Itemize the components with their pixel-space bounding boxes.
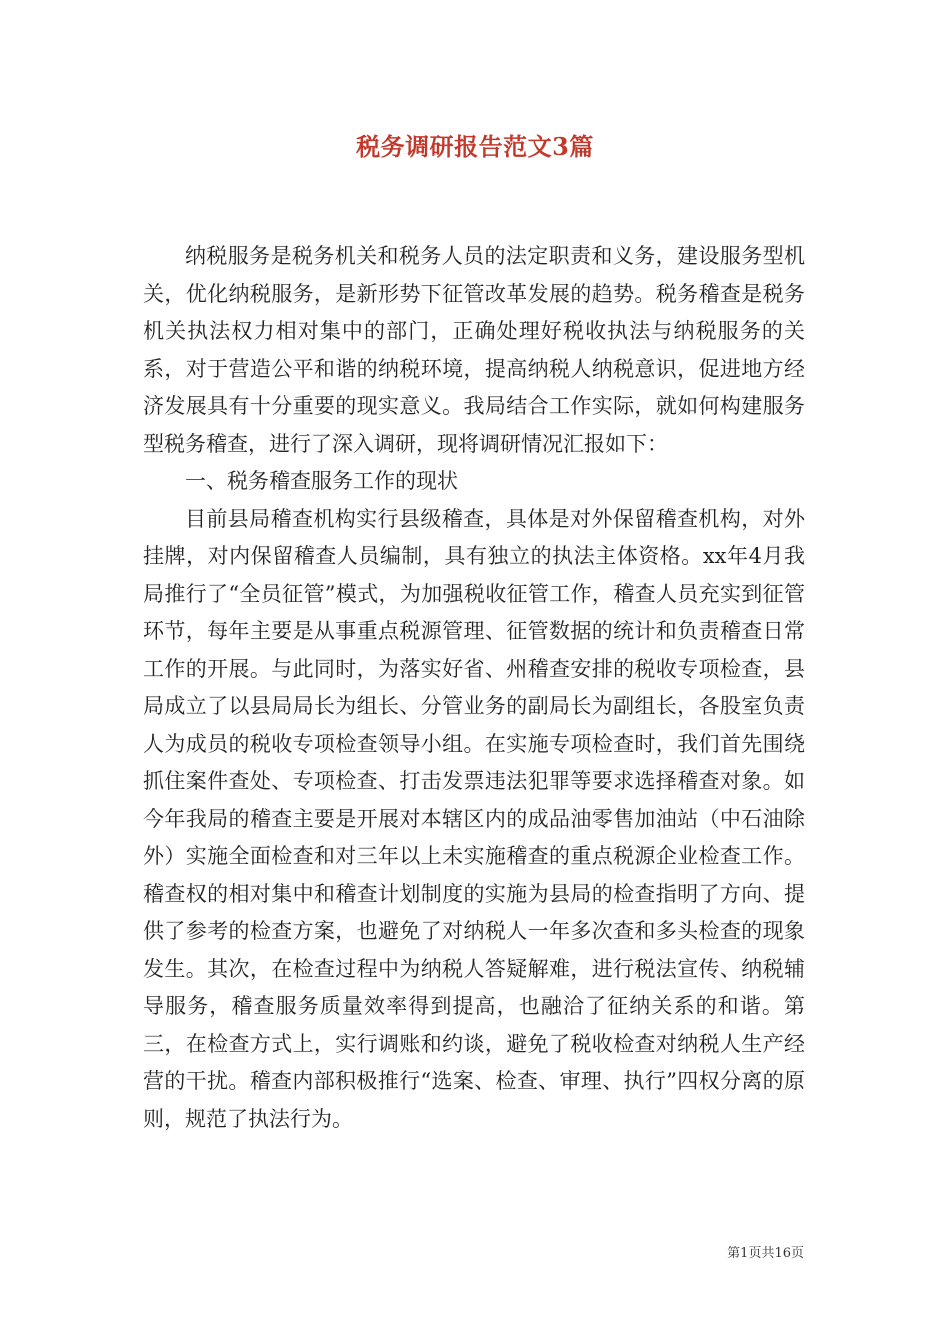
intro-paragraph: 纳税服务是税务机关和税务人员的法定职责和义务，建设服务型机关，优化纳税服务，是新形势下征管改革发展的趋势。税务稽查是税务机关执法权力相对集中的部门，正确处理好税收执法与纳税服务的关系，对于营造公平和谐的纳税环境，提高纳税人纳税意识，促进地方经济发展具有十分重要的现实意义。我局结合工作实际，就如何构建服务型税务稽查，进行了深入调研，现将调研情况汇报如下： xyxy=(143,244,805,456)
section-heading: 一、税务稽查服务工作的现状 xyxy=(185,469,458,493)
page-number: 第1页共16页 xyxy=(727,1246,804,1261)
document-title: 税务调研报告范文3篇 xyxy=(356,132,594,161)
document-body xyxy=(143,238,805,1138)
body-paragraph: 目前县局稽查机构实行县级稽查，具体是对外保留稽查机构，对外挂牌，对内保留稽查人员编制，具有独立的执法主体资格。xx年4月我局推行了“全员征管”模式，为加强税收征管工作，稽查人员充实到征管环节，每年主要是从事重点税源管理、征管数据的统计和负责稽查日常工作的开展。与此同时，为落实好省、州稽查安排的税收专项检查，县局成立了以县局局长为组长、分管业务的副局长为副组长，各股室负责人为成员的税收专项检查领导小组。在实施专项检查时，我们首先围绕抓住案件查处、专项检查、打击发票违法犯罪等要求选择稽查对象。如今年我局的稽查主要是开展对本辖区内的成品油零售加油站（中石油除外）实施全面检查和对三年以上未实施稽查的重点税源企业检查工作。稽查权的相对集中和稽查计划制度的实施为县局的检查指明了方向、提供了参考的检查方案，也避免了对纳税人一年多次查和多头检查的现象发生。其次，在检查过程中为纳税人答疑解难，进行税法宣传、纳税辅导服务，稽查服务质量效率得到提高，也融洽了征纳关系的和谐。第三，在检查方式上，实行调账和约谈，避免了税收检查对纳税人生产经营的干扰。稽查内部积极推行“选案、检查、审理、执行”四权分离的原则，规范了执法行为。 xyxy=(143,506,805,1131)
